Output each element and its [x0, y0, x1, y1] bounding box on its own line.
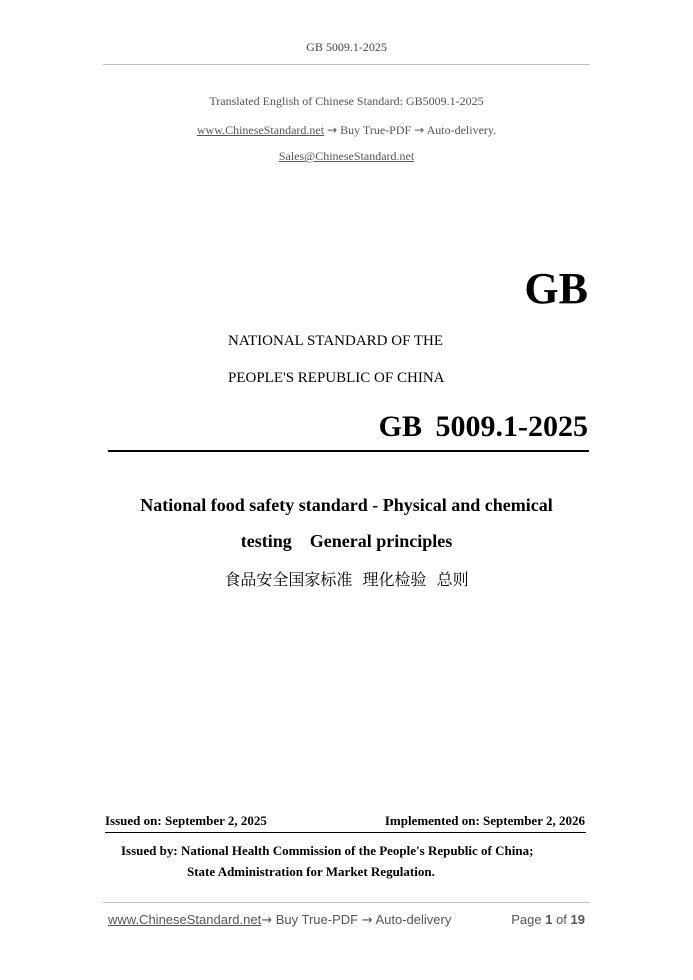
- arrow-right-icon: →: [261, 913, 273, 928]
- header-divider: [103, 64, 590, 65]
- footer-divider: [103, 902, 590, 903]
- title-line2: testing General principles: [240, 531, 453, 551]
- title-line1: National food safety standard - Physical and chemical: [140, 495, 553, 515]
- gb-logo: GB: [524, 264, 588, 313]
- page-label: Page: [511, 912, 542, 927]
- issuer-line2: State Administration for Market Regulation.: [187, 864, 435, 879]
- footer-site-link[interactable]: www.ChineseStandard.net: [108, 912, 262, 927]
- arrow-right-icon: →: [361, 913, 373, 928]
- dates-rule: [105, 832, 586, 833]
- page-current: 1: [545, 912, 553, 927]
- footer-delivery-text: Auto-delivery: [372, 912, 452, 927]
- email-line: [0, 149, 693, 164]
- implemented-date: Implemented on: September 2, 2026: [384, 813, 585, 828]
- site-link[interactable]: www.ChineseStandard.net: [196, 123, 325, 137]
- title-rule: [108, 450, 589, 452]
- arrow-right-icon: →: [414, 123, 425, 137]
- title-chinese: 食品安全国家标准 理化检验 总则: [224, 570, 469, 589]
- page-of: of: [556, 912, 567, 927]
- national-standard-line2: PEOPLE'S REPUBLIC OF CHINA: [228, 370, 445, 386]
- buy-text: Buy True-PDF: [337, 123, 415, 137]
- standard-code: GB 5009.1-2025: [378, 410, 588, 443]
- arrow-right-icon: →: [327, 123, 338, 137]
- footer-buy-text: Buy True-PDF: [272, 912, 362, 927]
- page-total: 19: [570, 912, 585, 927]
- issued-date: Issued on: September 2, 2025: [105, 813, 267, 828]
- national-standard-line1: NATIONAL STANDARD OF THE: [228, 333, 444, 349]
- footer-purchase-line: [108, 912, 451, 928]
- purchase-line: [0, 123, 693, 138]
- issuer-line1: Issued by: National Health Commission of the People's Republic of China;: [121, 843, 534, 858]
- page-number: [511, 912, 585, 927]
- translation-note: Translated English of Chinese Standard: GB5009.1-2025: [209, 94, 484, 108]
- delivery-text: Auto-delivery.: [424, 123, 497, 137]
- running-header: GB 5009.1-2025: [306, 40, 387, 54]
- email-link[interactable]: Sales@ChineseStandard.net: [278, 149, 415, 163]
